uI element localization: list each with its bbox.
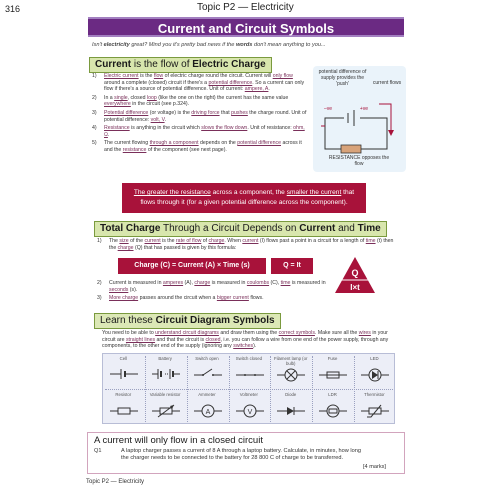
symbol-name: LDR xyxy=(328,392,337,397)
circuit-loop xyxy=(313,66,406,172)
symbol-cell xyxy=(314,390,351,424)
text-run: , closed xyxy=(127,94,147,101)
formula-symbols: Q = It xyxy=(271,258,313,274)
key-term: potential difference xyxy=(237,140,281,147)
question-text: A laptop charger passes a current of 8 A through a laptop battery. Calculate, in minutes, how long the charger needs to be connected to the battery for 28 800 C of charge to be transferred. xyxy=(121,448,361,461)
key-term: ohm, Ω xyxy=(104,125,305,138)
circuit-symbol-icon xyxy=(108,366,140,384)
list-number: 5) xyxy=(92,140,97,147)
key-term: resistance xyxy=(122,146,147,153)
key-term: everywhere xyxy=(104,101,131,108)
key-term: single xyxy=(114,94,128,101)
text-run: (t) then the xyxy=(109,238,394,251)
list-number: 1) xyxy=(92,73,97,79)
resistance-rule-banner: The greater the resistance across a component, the smaller the current that flows through it (for a given potential difference across the component). xyxy=(122,183,366,213)
list-number: 3) xyxy=(92,109,97,116)
symbol-name: Filament lamp (or bulb) xyxy=(274,356,308,366)
text-run: passes around the circuit when a xyxy=(138,295,217,302)
text-run: of xyxy=(201,238,209,244)
symbol-name: Resistor xyxy=(115,392,132,397)
circuit-symbol-icon xyxy=(150,402,182,420)
key-term: flow xyxy=(153,73,164,79)
text-run: . Make sure all the xyxy=(314,330,359,336)
list-item xyxy=(92,95,310,108)
symbol-cell xyxy=(147,354,184,388)
list-number: 4) xyxy=(92,125,97,132)
circuit-symbols-table xyxy=(102,353,395,424)
key-term: slows the flow down xyxy=(201,125,248,132)
text-run: that xyxy=(219,109,232,116)
key-term: time xyxy=(365,238,376,244)
closed-circuit-title: A current will only flow in a closed circuit xyxy=(94,435,263,446)
text-run: flows. xyxy=(248,295,264,302)
key-term: charge xyxy=(208,238,225,244)
list-item xyxy=(92,73,310,93)
text-run: The current flowing xyxy=(104,140,150,147)
text-run: in your circuit are xyxy=(102,330,388,343)
symbol-name: Switch closed xyxy=(235,356,262,361)
symbol-cell xyxy=(356,390,393,424)
question-marks: [4 marks] xyxy=(362,464,386,470)
key-term: time xyxy=(280,280,291,286)
list-number: 2) xyxy=(92,94,97,101)
svg-text:V: V xyxy=(247,409,252,416)
list-text xyxy=(104,140,310,153)
section2-points-units xyxy=(97,280,333,304)
footer-topic: Topic P2 — Electricity xyxy=(86,479,145,485)
text-run: is the xyxy=(138,73,154,79)
text-run: . xyxy=(107,131,110,138)
list-number: 2) xyxy=(97,280,102,286)
text-run: (like the one on the right) the current has the same value xyxy=(156,94,289,101)
list-text xyxy=(104,110,310,123)
list-number: 1) xyxy=(97,238,102,244)
list-item xyxy=(97,238,397,251)
symbols-intro xyxy=(102,330,398,350)
key-term: ampere, A xyxy=(244,86,269,93)
formula-triangle xyxy=(333,255,377,295)
key-term: closed xyxy=(205,336,221,343)
text-run: You need to be able to xyxy=(102,330,156,336)
current-label: current flows xyxy=(372,80,402,86)
text-run: and draw them using the xyxy=(218,330,279,336)
pos-terminal-label: +ve xyxy=(359,106,369,112)
pd-label: potential difference of supply provides the 'push' xyxy=(318,69,367,87)
list-text xyxy=(109,238,397,251)
table-divider xyxy=(105,389,393,390)
text-run: in the circuit (see p.324). xyxy=(130,101,190,108)
list-number: 3) xyxy=(97,295,102,302)
key-term: rate of flow xyxy=(175,238,202,244)
circuit-diagram xyxy=(313,66,406,172)
list-item xyxy=(92,125,310,138)
text-run: (s). xyxy=(128,286,138,293)
key-term: pushes xyxy=(231,109,248,116)
key-term: Electric current xyxy=(104,73,139,79)
triangle-bottom-label: I×t xyxy=(350,283,360,292)
key-term: switches xyxy=(233,343,254,350)
text-run: is anything in the circuit which xyxy=(129,125,202,132)
text-run: . When xyxy=(224,238,243,244)
symbol-cell xyxy=(272,354,309,388)
circuit-symbol-icon xyxy=(359,402,391,420)
triangle-top-label: Q xyxy=(351,268,359,278)
text-run: of electric charge round the circuit. Current will xyxy=(163,73,273,79)
key-term: understand circuit diagrams xyxy=(155,330,219,336)
symbol-name: LED xyxy=(370,356,379,361)
symbol-cell xyxy=(231,354,268,388)
key-term: amperes xyxy=(162,280,184,286)
text-run: is measured in xyxy=(210,280,247,286)
key-term: charge xyxy=(194,280,211,286)
key-term: through a component xyxy=(149,140,199,147)
list-item xyxy=(92,140,310,153)
circuit-symbol-icon xyxy=(192,402,224,420)
text-run: (A), xyxy=(183,280,195,286)
symbol-cell xyxy=(231,390,268,424)
list-text xyxy=(104,95,310,108)
text-run: . xyxy=(164,116,167,123)
symbol-name: Cell xyxy=(119,356,127,361)
page-number: 316 xyxy=(5,4,21,14)
question-number: Q1 xyxy=(94,448,102,454)
key-term: wires xyxy=(358,330,371,336)
key-term: current xyxy=(144,238,161,244)
key-term: volt, V xyxy=(150,116,165,123)
list-text xyxy=(104,125,310,138)
text-run: Current is measured in xyxy=(109,280,163,286)
symbol-cell xyxy=(314,354,351,388)
text-run: is measured in xyxy=(290,280,326,286)
section1-points xyxy=(92,73,310,156)
list-text xyxy=(109,295,333,302)
list-item xyxy=(97,295,333,302)
circuit-symbol-icon xyxy=(150,366,182,384)
text-run: The xyxy=(109,238,120,244)
symbol-name: Voltmeter xyxy=(239,392,258,397)
section-heading-current: Current is the flow of Electric Charge xyxy=(89,57,272,73)
intro-line: Isn't electricity great? Mind you it's pretty bad news if the words don't mean anything to you... xyxy=(92,42,326,48)
symbol-cell xyxy=(105,354,142,388)
key-term: Potential difference xyxy=(104,109,149,116)
key-term: potential difference xyxy=(208,79,253,86)
section2-points-intro xyxy=(97,238,397,253)
circuit-symbol-icon xyxy=(234,402,266,420)
section-heading-symbols: Learn these Circuit Diagram Symbols xyxy=(94,313,281,329)
circuit-symbol-icon xyxy=(317,402,349,420)
text-run: (or voltage) is the xyxy=(148,109,192,116)
page-topic: Topic P2 — Electricity xyxy=(197,2,294,13)
symbol-name: Switch open xyxy=(195,356,219,361)
key-term: charge xyxy=(117,244,134,251)
symbol-name: Diode xyxy=(285,392,297,397)
list-item xyxy=(92,110,310,123)
symbol-cell xyxy=(189,390,226,424)
circuit-symbol-icon xyxy=(359,366,391,384)
exam-question-box xyxy=(87,432,405,474)
text-run: . xyxy=(268,86,270,93)
symbol-cell xyxy=(105,390,142,424)
text-run: the charge round. Unit of potential difference: xyxy=(104,109,307,123)
text-run: , i.e. you can follow a wire from one end of the power supply, through any components, to the other end of the supply (ignoring any xyxy=(102,336,389,350)
key-term: seconds xyxy=(109,286,129,293)
key-term: bigger current xyxy=(216,295,249,302)
page-title: Current and Circuit Symbols xyxy=(88,17,404,37)
text-run: around a complete (closed) circuit if there's a xyxy=(104,79,209,86)
circuit-symbol-icon xyxy=(317,366,349,384)
text-run: across it and the xyxy=(104,140,302,153)
circuit-symbol-icon xyxy=(108,402,140,420)
symbol-name: Ammeter xyxy=(198,392,216,397)
key-term: only flow xyxy=(272,73,293,79)
circuit-symbol-icon xyxy=(192,366,224,384)
text-run: . So a current can only flow if there's a source of potential difference. Unit of current: xyxy=(104,79,305,93)
text-run: of the xyxy=(128,238,145,244)
key-term: straight lines xyxy=(125,336,156,343)
section-heading-charge: Total Charge Through a Circuit Depends on Current and Time xyxy=(94,221,387,237)
list-text xyxy=(109,280,333,293)
text-run: depends on the xyxy=(198,140,238,147)
key-term: size xyxy=(119,238,129,244)
circuit-symbol-icon xyxy=(275,366,307,384)
circuit-symbol-icon xyxy=(234,366,266,384)
key-term: coulombs xyxy=(246,280,270,286)
key-term: current xyxy=(242,238,259,244)
key-term: driving force xyxy=(191,109,220,116)
key-term: Resistance xyxy=(104,125,130,132)
symbol-cell xyxy=(272,390,309,424)
svg-text:A: A xyxy=(205,409,211,416)
list-text xyxy=(104,73,310,93)
symbol-name: Fuse xyxy=(327,356,338,361)
text-run: is the xyxy=(160,238,176,244)
neg-terminal-label: –ve xyxy=(323,106,333,112)
symbol-cell xyxy=(189,354,226,388)
resistance-label: RESISTANCE opposes the flow xyxy=(328,155,390,167)
formula-words: Charge (C) = Current (A) × Time (s) xyxy=(118,258,266,274)
key-term: loop xyxy=(147,94,157,101)
text-run: ). xyxy=(253,343,257,350)
key-term: More charge xyxy=(109,295,139,302)
symbol-name: Battery xyxy=(158,356,172,361)
text-run: In a xyxy=(104,94,115,101)
circuit-symbol-icon xyxy=(275,402,307,420)
text-run: of the component (see next page). xyxy=(146,146,227,153)
key-term: correct symbols xyxy=(278,330,315,336)
symbol-cell xyxy=(356,354,393,388)
text-run: (I) flows past a point in a circuit for a length of xyxy=(258,238,366,244)
list-item xyxy=(97,280,333,293)
symbol-cell xyxy=(147,390,184,424)
text-run: (Q) that has passed is given by this formula: xyxy=(133,244,237,251)
text-run: . Unit of resistance: xyxy=(247,125,294,132)
text-run: (C), xyxy=(269,280,281,286)
symbol-name: Variable resistor xyxy=(149,392,181,397)
symbol-name: Thermistor xyxy=(364,392,385,397)
text-run: and that the circuit is xyxy=(155,336,206,343)
